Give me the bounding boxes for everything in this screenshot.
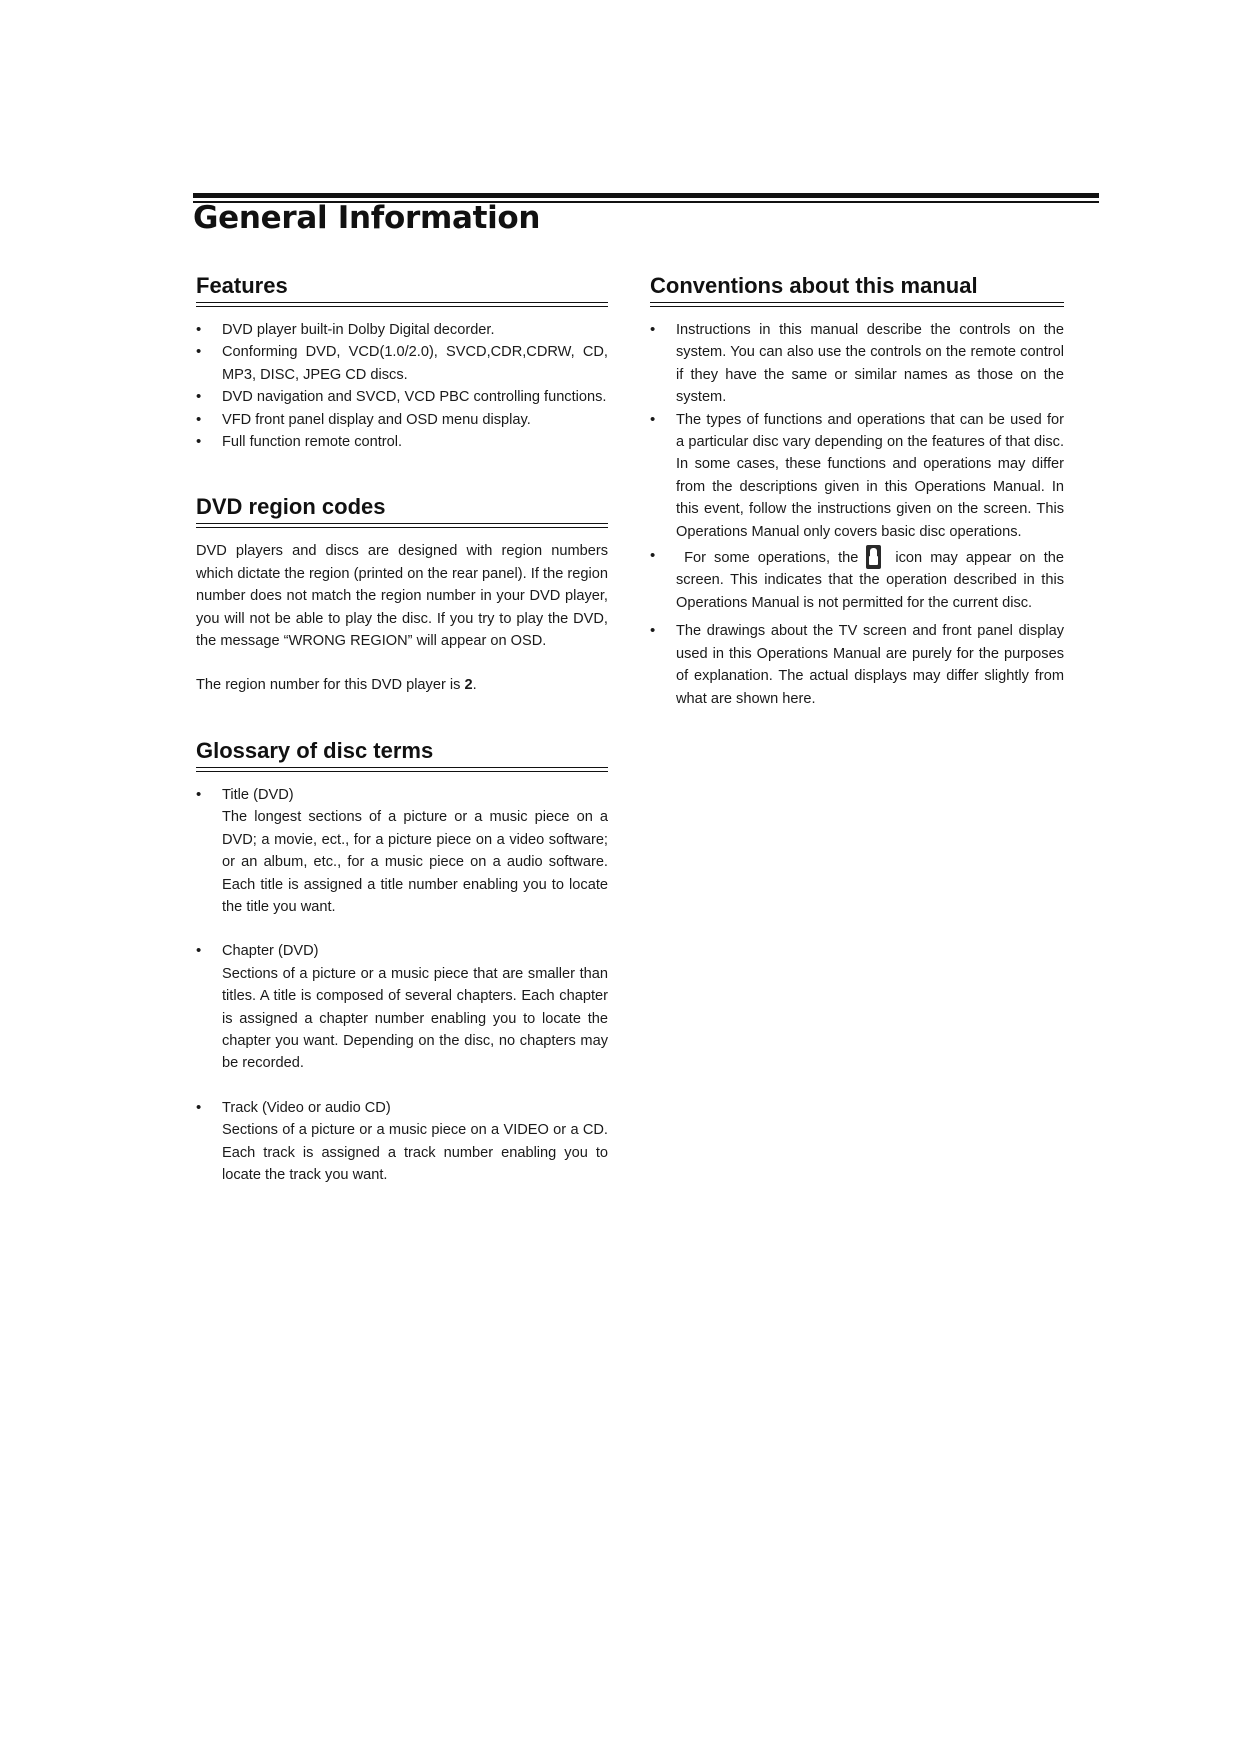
list-item-text: For some operations, the bbox=[684, 550, 859, 567]
list-item bbox=[650, 409, 1064, 543]
bullet-icon: • bbox=[196, 942, 202, 960]
glossary-heading: Glossary of disc terms bbox=[196, 737, 608, 768]
bullet-icon: • bbox=[196, 1098, 202, 1116]
list-item bbox=[650, 545, 1064, 614]
glossary-term: Chapter (DVD) bbox=[222, 943, 319, 960]
list-item-text: icon may appear on the screen. This indicates that the operation described in this Operations Manual is not permitted for the current disc. bbox=[676, 550, 1064, 611]
bullet-icon: • bbox=[650, 547, 656, 565]
features-heading: Features bbox=[196, 272, 608, 303]
bullet-icon: • bbox=[650, 622, 656, 640]
features-list bbox=[196, 319, 608, 453]
prohibited-lock-icon bbox=[866, 545, 881, 569]
list-item bbox=[196, 341, 608, 386]
glossary-term: Title (DVD) bbox=[222, 786, 294, 803]
bullet-icon: • bbox=[196, 433, 202, 451]
list-item bbox=[650, 620, 1064, 710]
glossary-definition: Sections of a picture or a music piece that are smaller than titles. A title is composed of several chapters. Each chapter is assigned a chapter number enabling you to locate the chapter you want. Depending on the disc, no chapters may be recorded. bbox=[222, 965, 608, 1072]
glossary-list bbox=[196, 784, 608, 1187]
region-number-suffix: . bbox=[472, 677, 477, 694]
left-column bbox=[196, 272, 608, 1208]
list-item-text: Full function remote control. bbox=[222, 434, 403, 451]
region-heading: DVD region codes bbox=[196, 493, 608, 524]
bullet-icon: • bbox=[650, 410, 656, 428]
list-item bbox=[196, 409, 608, 431]
list-item-text: DVD navigation and SVCD, VCD PBC controlling functions. bbox=[222, 389, 607, 406]
list-item bbox=[196, 431, 608, 453]
conventions-list bbox=[650, 319, 1064, 710]
glossary-item bbox=[196, 784, 608, 918]
list-item-text: Conforming DVD, VCD(1.0/2.0), SVCD,CDR,CDRW, CD, MP3, DISC, JPEG CD discs. bbox=[222, 344, 608, 383]
page-title: General Information bbox=[193, 200, 541, 236]
glossary-section bbox=[196, 737, 608, 1187]
list-item-text: The types of functions and operations that can be used for a particular disc vary depending on the features of that disc. In some cases, these functions and operations may differ from the descriptions given in this Operations Manual. In this event, follow the instructions given on the screen. This Operations Manual only covers basic disc operations. bbox=[676, 411, 1064, 540]
glossary-term: Track (Video or audio CD) bbox=[222, 1099, 391, 1116]
features-section bbox=[196, 272, 608, 453]
title-rule-thick bbox=[193, 193, 1099, 198]
glossary-definition: The longest sections of a picture or a music piece on a DVD; a movie, ect., for a picture piece on a video software; or an album, etc., for a music piece on a audio software. Each title is assigned a title number enabling you to locate the title you want. bbox=[222, 809, 608, 915]
conventions-heading: Conventions about this manual bbox=[650, 272, 1064, 303]
list-item-text: VFD front panel display and OSD menu display. bbox=[222, 411, 531, 428]
bullet-icon: • bbox=[650, 321, 656, 338]
glossary-definition: Sections of a picture or a music piece on a VIDEO or a CD. Each track is assigned a track number enabling you to locate the track you want. bbox=[222, 1122, 608, 1183]
right-column bbox=[650, 272, 1064, 710]
region-section bbox=[196, 493, 608, 696]
bullet-icon: • bbox=[196, 343, 202, 361]
bullet-icon: • bbox=[196, 388, 202, 406]
glossary-item bbox=[196, 940, 608, 1074]
glossary-item bbox=[196, 1097, 608, 1187]
bullet-icon: • bbox=[196, 321, 202, 338]
list-item-text: Instructions in this manual describe the controls on the system. You can also use the controls on the remote control if they have the same or similar names as those on the system. bbox=[676, 322, 1064, 406]
region-number-label: The region number for this DVD player is bbox=[196, 677, 465, 694]
bullet-icon: • bbox=[196, 785, 202, 803]
region-number: 2 bbox=[464, 677, 473, 694]
region-number-line bbox=[196, 674, 608, 696]
list-item-text: DVD player built-in Dolby Digital decorder. bbox=[222, 322, 495, 338]
region-paragraph: DVD players and discs are designed with region numbers which dictate the region (printed on the rear panel). If the region number does not match the region number in your DVD player, you will not be able to play the disc. If you try to play the DVD, the message “WRONG REGION” will appear on OSD. bbox=[196, 543, 608, 650]
list-item bbox=[196, 319, 608, 341]
list-item-text: The drawings about the TV screen and front panel display used in this Operations Manual are purely for the purposes of explanation. The actual displays may differ slightly from what are shown here. bbox=[676, 623, 1064, 707]
bullet-icon: • bbox=[196, 410, 202, 428]
list-item bbox=[196, 386, 608, 408]
list-item bbox=[650, 319, 1064, 409]
conventions-section bbox=[650, 272, 1064, 710]
